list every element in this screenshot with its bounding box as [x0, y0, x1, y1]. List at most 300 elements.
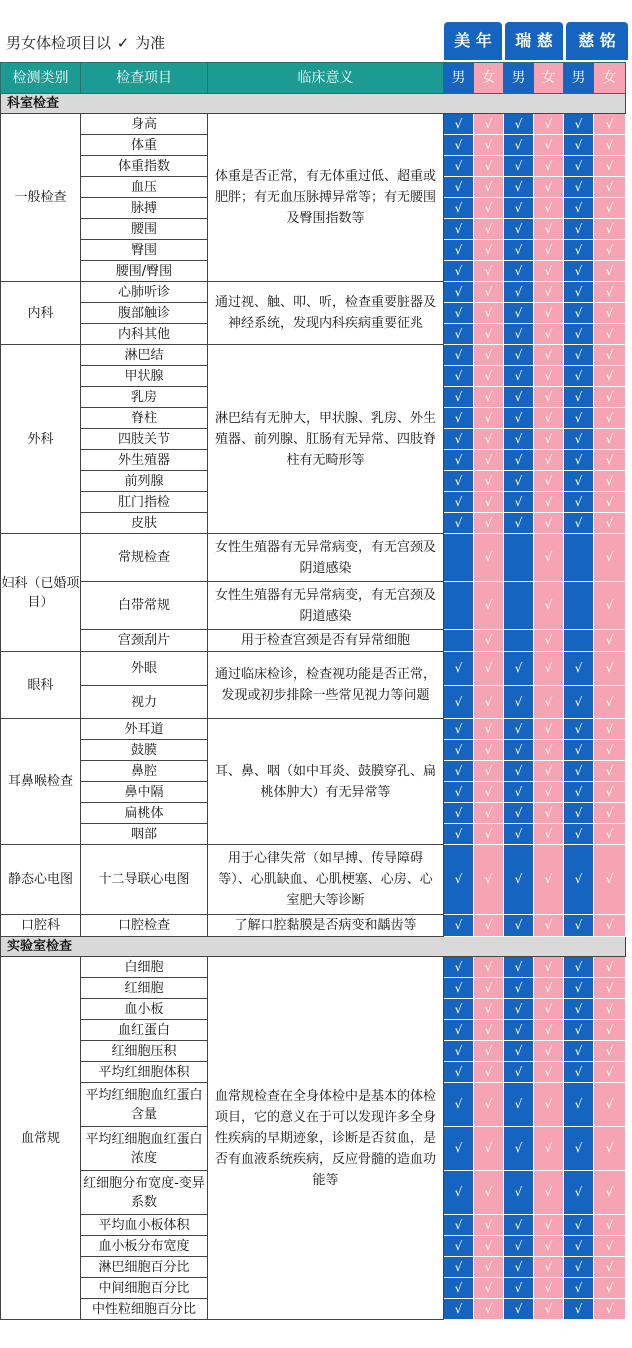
male-check-cell: √	[504, 471, 534, 492]
female-check-cell: √	[474, 978, 504, 999]
header-male-ruici: 男	[504, 63, 534, 94]
item-cell: 心肺听诊	[81, 282, 208, 303]
meaning-cell: 女性生殖器有无异常病变，有无宫颈及阴道感染	[208, 582, 444, 630]
header-item: 检查项目	[81, 63, 208, 94]
item-cell: 身高	[81, 114, 208, 135]
item-cell: 扁桃体	[81, 803, 208, 824]
male-check-cell: √	[564, 1299, 594, 1320]
female-check-cell: √	[594, 366, 626, 387]
male-check-cell: √	[444, 1278, 474, 1299]
female-check-cell: √	[594, 582, 626, 630]
female-check-cell: √	[474, 1083, 504, 1127]
male-check-cell: √	[444, 1171, 474, 1215]
female-check-cell: √	[594, 324, 626, 345]
male-check-cell: √	[504, 652, 534, 686]
male-check-cell: √	[444, 957, 474, 978]
male-check-cell: √	[564, 1236, 594, 1257]
female-check-cell: √	[474, 1020, 504, 1041]
meaning-cell: 了解口腔黏膜是否病变和龋齿等	[208, 915, 444, 937]
male-check-cell: √	[564, 240, 594, 261]
female-check-cell: √	[534, 1041, 564, 1062]
female-check-cell: √	[474, 630, 504, 652]
female-check-cell: √	[534, 429, 564, 450]
male-check-cell: √	[504, 282, 534, 303]
item-cell: 血小板	[81, 999, 208, 1020]
category-cell: 内科	[1, 282, 81, 345]
male-check-cell	[444, 582, 474, 630]
male-check-cell: √	[504, 177, 534, 198]
male-check-cell: √	[564, 652, 594, 686]
male-check-cell: √	[504, 761, 534, 782]
male-check-cell: √	[444, 471, 474, 492]
male-check-cell: √	[564, 803, 594, 824]
male-check-cell: √	[504, 957, 534, 978]
header-meaning: 临床意义	[208, 63, 444, 94]
male-check-cell: √	[444, 219, 474, 240]
female-check-cell: √	[534, 534, 564, 582]
female-check-cell: √	[534, 915, 564, 937]
male-check-cell: √	[564, 450, 594, 471]
female-check-cell: √	[594, 1041, 626, 1062]
male-check-cell: √	[564, 492, 594, 513]
male-check-cell: √	[504, 198, 534, 219]
male-check-cell: √	[504, 366, 534, 387]
female-check-cell: √	[474, 686, 504, 719]
female-check-cell: √	[474, 1127, 504, 1171]
male-check-cell: √	[564, 1020, 594, 1041]
category-cell: 一般检查	[1, 114, 81, 282]
item-cell: 红细胞分布宽度-变异系数	[81, 1171, 208, 1215]
female-check-cell: √	[474, 177, 504, 198]
female-check-cell: √	[474, 719, 504, 740]
male-check-cell: √	[504, 1278, 534, 1299]
male-check-cell: √	[504, 1041, 534, 1062]
table-row	[1, 652, 626, 686]
male-check-cell: √	[564, 1257, 594, 1278]
female-check-cell: √	[594, 1083, 626, 1127]
female-check-cell: √	[594, 282, 626, 303]
item-cell: 平均血小板体积	[81, 1215, 208, 1236]
male-check-cell: √	[504, 114, 534, 135]
female-check-cell: √	[534, 957, 564, 978]
female-check-cell: √	[534, 740, 564, 761]
male-check-cell: √	[504, 782, 534, 803]
section-row	[1, 937, 626, 957]
male-check-cell: √	[504, 513, 534, 534]
male-check-cell: √	[504, 345, 534, 366]
male-check-cell: √	[564, 177, 594, 198]
male-check-cell: √	[504, 845, 534, 915]
item-cell: 皮肤	[81, 513, 208, 534]
male-check-cell: √	[444, 652, 474, 686]
table-row	[1, 582, 626, 630]
male-check-cell: √	[564, 114, 594, 135]
female-check-cell: √	[474, 345, 504, 366]
female-check-cell: √	[474, 1299, 504, 1320]
male-check-cell: √	[504, 408, 534, 429]
female-check-cell: √	[534, 1083, 564, 1127]
male-check-cell: √	[564, 198, 594, 219]
male-check-cell: √	[444, 114, 474, 135]
male-check-cell: √	[444, 1062, 474, 1083]
category-cell: 血常规	[1, 957, 81, 1320]
female-check-cell: √	[534, 630, 564, 652]
table-row	[1, 630, 626, 652]
female-check-cell: √	[534, 282, 564, 303]
category-cell: 妇科（已婚项目）	[1, 534, 81, 652]
checkup-table	[0, 62, 626, 1320]
female-check-cell: √	[534, 177, 564, 198]
female-check-cell: √	[534, 1020, 564, 1041]
female-check-cell: √	[594, 513, 626, 534]
female-check-cell: √	[474, 761, 504, 782]
female-check-cell: √	[534, 761, 564, 782]
item-cell: 白细胞	[81, 957, 208, 978]
male-check-cell: √	[564, 282, 594, 303]
item-cell: 常规检查	[81, 534, 208, 582]
female-check-cell: √	[534, 652, 564, 686]
table-row	[1, 345, 626, 366]
female-check-cell: √	[474, 845, 504, 915]
female-check-cell: √	[594, 429, 626, 450]
female-check-cell: √	[594, 177, 626, 198]
male-check-cell: √	[564, 1041, 594, 1062]
item-cell: 脊柱	[81, 408, 208, 429]
female-check-cell: √	[534, 240, 564, 261]
male-check-cell: √	[444, 1215, 474, 1236]
item-cell: 腹部触诊	[81, 303, 208, 324]
male-check-cell	[504, 630, 534, 652]
male-check-cell: √	[504, 978, 534, 999]
female-check-cell: √	[534, 1215, 564, 1236]
male-check-cell: √	[564, 1278, 594, 1299]
female-check-cell: √	[474, 156, 504, 177]
female-check-cell: √	[534, 803, 564, 824]
item-cell: 淋巴结	[81, 345, 208, 366]
female-check-cell: √	[474, 513, 504, 534]
male-check-cell: √	[564, 345, 594, 366]
female-check-cell: √	[474, 582, 504, 630]
female-check-cell: √	[474, 198, 504, 219]
male-check-cell: √	[444, 915, 474, 937]
male-check-cell: √	[504, 824, 534, 845]
female-check-cell: √	[534, 303, 564, 324]
female-check-cell: √	[534, 1062, 564, 1083]
female-check-cell: √	[474, 534, 504, 582]
item-cell: 红细胞	[81, 978, 208, 999]
female-check-cell: √	[474, 219, 504, 240]
female-check-cell: √	[594, 1257, 626, 1278]
item-cell: 中性粒细胞百分比	[81, 1299, 208, 1320]
section-row	[1, 94, 626, 114]
item-cell: 体重指数	[81, 156, 208, 177]
female-check-cell: √	[474, 740, 504, 761]
female-check-cell: √	[534, 782, 564, 803]
table-row	[1, 845, 626, 915]
female-check-cell: √	[474, 114, 504, 135]
male-check-cell: √	[564, 824, 594, 845]
female-check-cell: √	[474, 782, 504, 803]
male-check-cell: √	[444, 1041, 474, 1062]
male-check-cell: √	[504, 1127, 534, 1171]
male-check-cell: √	[444, 824, 474, 845]
female-check-cell: √	[594, 156, 626, 177]
male-check-cell: √	[504, 915, 534, 937]
female-check-cell: √	[534, 219, 564, 240]
male-check-cell: √	[444, 177, 474, 198]
male-check-cell: √	[564, 686, 594, 719]
female-check-cell: √	[474, 429, 504, 450]
male-check-cell: √	[444, 719, 474, 740]
category-cell: 静态心电图	[1, 845, 81, 915]
female-check-cell: √	[534, 978, 564, 999]
female-check-cell: √	[474, 1278, 504, 1299]
female-check-cell: √	[594, 345, 626, 366]
male-check-cell: √	[444, 366, 474, 387]
female-check-cell: √	[534, 408, 564, 429]
header-female-ciming: 女	[594, 63, 626, 94]
female-check-cell: √	[534, 345, 564, 366]
female-check-cell: √	[474, 652, 504, 686]
male-check-cell: √	[564, 1127, 594, 1171]
female-check-cell: √	[534, 135, 564, 156]
male-check-cell: √	[504, 1171, 534, 1215]
male-check-cell: √	[444, 303, 474, 324]
male-check-cell: √	[504, 803, 534, 824]
item-cell: 平均红细胞血红蛋白浓度	[81, 1127, 208, 1171]
female-check-cell: √	[474, 1236, 504, 1257]
female-check-cell: √	[534, 1127, 564, 1171]
female-check-cell: √	[474, 957, 504, 978]
meaning-cell: 血常规检查在全身体检中是基本的体检项目，它的意义在于可以发现许多全身性疾病的早期迹象，诊断是否贫血，是否有血液系统疾病，反应骨髓的造血功能等	[208, 957, 444, 1320]
female-check-cell: √	[474, 324, 504, 345]
title-suffix: 为准	[135, 34, 166, 52]
male-check-cell: √	[564, 719, 594, 740]
female-check-cell: √	[534, 845, 564, 915]
male-check-cell: √	[444, 198, 474, 219]
brand-meinian: 美 年	[444, 22, 502, 60]
item-cell: 口腔检查	[81, 915, 208, 937]
male-check-cell: √	[504, 1062, 534, 1083]
female-check-cell: √	[594, 114, 626, 135]
header-row	[1, 63, 626, 94]
male-check-cell: √	[444, 282, 474, 303]
male-check-cell	[444, 534, 474, 582]
male-check-cell: √	[564, 999, 594, 1020]
male-check-cell: √	[564, 387, 594, 408]
female-check-cell: √	[534, 999, 564, 1020]
male-check-cell: √	[444, 450, 474, 471]
table-row	[1, 114, 626, 135]
item-cell: 平均红细胞体积	[81, 1062, 208, 1083]
male-check-cell: √	[504, 324, 534, 345]
male-check-cell: √	[564, 845, 594, 915]
female-check-cell: √	[534, 686, 564, 719]
female-check-cell: √	[474, 261, 504, 282]
brand-ruici: 瑞 慈	[505, 22, 563, 60]
male-check-cell: √	[444, 387, 474, 408]
female-check-cell: √	[594, 957, 626, 978]
table-row	[1, 915, 626, 937]
male-check-cell: √	[564, 261, 594, 282]
page-title	[6, 32, 165, 53]
female-check-cell: √	[534, 387, 564, 408]
item-cell: 咽部	[81, 824, 208, 845]
table-row	[1, 282, 626, 303]
female-check-cell: √	[594, 845, 626, 915]
female-check-cell: √	[594, 978, 626, 999]
female-check-cell: √	[594, 135, 626, 156]
male-check-cell: √	[444, 1236, 474, 1257]
female-check-cell: √	[474, 824, 504, 845]
female-check-cell: √	[594, 1127, 626, 1171]
female-check-cell: √	[474, 1062, 504, 1083]
table-row	[1, 957, 626, 978]
item-cell: 血压	[81, 177, 208, 198]
item-cell: 臀围	[81, 240, 208, 261]
female-check-cell: √	[474, 1215, 504, 1236]
male-check-cell: √	[564, 740, 594, 761]
male-check-cell: √	[444, 156, 474, 177]
male-check-cell: √	[564, 219, 594, 240]
female-check-cell: √	[594, 1278, 626, 1299]
male-check-cell: √	[504, 1299, 534, 1320]
male-check-cell: √	[564, 429, 594, 450]
female-check-cell: √	[474, 492, 504, 513]
item-cell: 外眼	[81, 652, 208, 686]
category-cell: 外科	[1, 345, 81, 534]
table-row	[1, 534, 626, 582]
item-cell: 甲状腺	[81, 366, 208, 387]
female-check-cell: √	[474, 366, 504, 387]
male-check-cell: √	[504, 1020, 534, 1041]
male-check-cell: √	[444, 686, 474, 719]
female-check-cell: √	[594, 1299, 626, 1320]
category-cell: 眼科	[1, 652, 81, 719]
meaning-cell: 通过视、触、叩、听，检查重要脏器及神经系统，发现内科疾病重要征兆	[208, 282, 444, 345]
female-check-cell: √	[474, 240, 504, 261]
female-check-cell: √	[474, 303, 504, 324]
female-check-cell: √	[534, 471, 564, 492]
category-cell: 耳鼻喉检查	[1, 719, 81, 845]
male-check-cell: √	[564, 156, 594, 177]
male-check-cell	[504, 534, 534, 582]
male-check-cell: √	[504, 303, 534, 324]
male-check-cell: √	[564, 1062, 594, 1083]
male-check-cell: √	[444, 345, 474, 366]
item-cell: 红细胞压积	[81, 1041, 208, 1062]
meaning-cell: 耳、鼻、咽（如中耳炎、鼓膜穿孔、扁桃体肿大）有无异常等	[208, 719, 444, 845]
female-check-cell: √	[474, 803, 504, 824]
header-female-ruici: 女	[534, 63, 564, 94]
male-check-cell: √	[564, 978, 594, 999]
female-check-cell: √	[534, 1236, 564, 1257]
female-check-cell: √	[594, 471, 626, 492]
male-check-cell: √	[444, 261, 474, 282]
male-check-cell: √	[444, 761, 474, 782]
male-check-cell: √	[504, 1257, 534, 1278]
section-title: 科室检查	[1, 94, 626, 114]
header-female-meinian: 女	[474, 63, 504, 94]
female-check-cell: √	[534, 582, 564, 630]
female-check-cell: √	[594, 719, 626, 740]
meaning-cell: 通过临床检诊，检查视功能是否正常，发现或初步排除一些常见视力等问题	[208, 652, 444, 719]
item-cell: 宫颈刮片	[81, 630, 208, 652]
female-check-cell: √	[594, 630, 626, 652]
male-check-cell: √	[504, 492, 534, 513]
item-cell: 血小板分布宽度	[81, 1236, 208, 1257]
male-check-cell: √	[504, 429, 534, 450]
female-check-cell: √	[534, 114, 564, 135]
female-check-cell: √	[594, 1236, 626, 1257]
male-check-cell: √	[504, 740, 534, 761]
male-check-cell: √	[504, 719, 534, 740]
female-check-cell: √	[474, 999, 504, 1020]
female-check-cell: √	[594, 999, 626, 1020]
female-check-cell: √	[594, 803, 626, 824]
male-check-cell: √	[444, 408, 474, 429]
check-mark-icon: ✓	[116, 34, 130, 52]
item-cell: 外生殖器	[81, 450, 208, 471]
male-check-cell: √	[564, 782, 594, 803]
meaning-cell: 用于检查宫颈是否有异常细胞	[208, 630, 444, 652]
item-cell: 血红蛋白	[81, 1020, 208, 1041]
female-check-cell: √	[474, 915, 504, 937]
item-cell: 鼻腔	[81, 761, 208, 782]
male-check-cell	[444, 630, 474, 652]
item-cell: 鼻中隔	[81, 782, 208, 803]
male-check-cell: √	[564, 303, 594, 324]
meaning-cell: 体重是否正常，有无体重过低、超重或肥胖；有无血压脉搏异常等；有无腰围及臀围指数等	[208, 114, 444, 282]
item-cell: 十二导联心电图	[81, 845, 208, 915]
female-check-cell: √	[534, 1171, 564, 1215]
female-check-cell: √	[474, 1171, 504, 1215]
table-row	[1, 719, 626, 740]
female-check-cell: √	[534, 719, 564, 740]
male-check-cell: √	[504, 219, 534, 240]
male-check-cell: √	[444, 1127, 474, 1171]
male-check-cell: √	[444, 492, 474, 513]
item-cell: 前列腺	[81, 471, 208, 492]
item-cell: 白带常规	[81, 582, 208, 630]
male-check-cell: √	[564, 324, 594, 345]
brand-ciming: 慈 铭	[566, 22, 628, 60]
female-check-cell: √	[594, 740, 626, 761]
female-check-cell: √	[534, 513, 564, 534]
male-check-cell: √	[444, 845, 474, 915]
male-check-cell: √	[564, 135, 594, 156]
female-check-cell: √	[474, 1041, 504, 1062]
male-check-cell: √	[444, 135, 474, 156]
female-check-cell: √	[594, 219, 626, 240]
item-cell: 平均红细胞血红蛋白含量	[81, 1083, 208, 1127]
item-cell: 中间细胞百分比	[81, 1278, 208, 1299]
female-check-cell: √	[594, 915, 626, 937]
male-check-cell: √	[564, 1215, 594, 1236]
item-cell: 鼓膜	[81, 740, 208, 761]
male-check-cell: √	[564, 761, 594, 782]
male-check-cell: √	[504, 999, 534, 1020]
male-check-cell: √	[444, 429, 474, 450]
female-check-cell: √	[594, 652, 626, 686]
female-check-cell: √	[534, 156, 564, 177]
male-check-cell	[504, 582, 534, 630]
female-check-cell: √	[594, 1215, 626, 1236]
male-check-cell: √	[564, 408, 594, 429]
male-check-cell: √	[504, 240, 534, 261]
female-check-cell: √	[594, 261, 626, 282]
item-cell: 腰围	[81, 219, 208, 240]
